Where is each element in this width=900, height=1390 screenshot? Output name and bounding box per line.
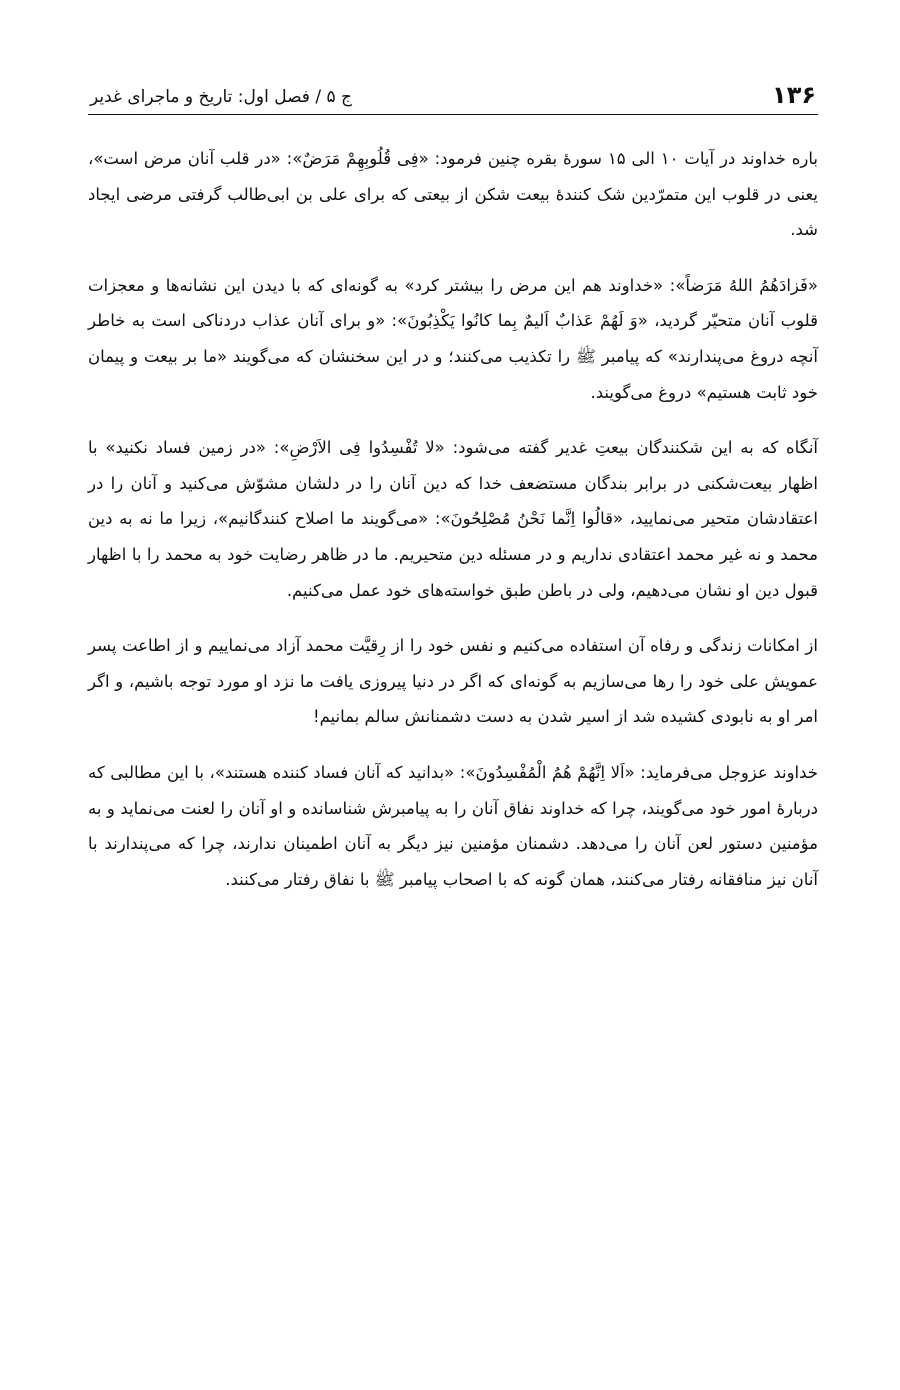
page-header [88,62,818,115]
page-body [88,141,818,897]
book-page [88,62,818,1342]
paragraph: از امکانات زندگی و رفاه آن استفاده می‌کنیم و نفس خود را از رِقیَّت محمد آزاد می‌نماییم و از اطاعت پسر عمویش علی خود را رها می‌سازیم به گونه‌ای که اگر در دنیا پیروزی یافت ما نزد او مورد توجه باشیم، و اگر امر او به نابودی کشیده شد از اسیر شدن به دست دشمنانش سالم بمانیم! [88,636,818,727]
page-number: ۱۳۶ [772,81,816,109]
paragraph: «فَزادَهُمُ اللهُ مَرَضاً»: «خداوند هم این مرض را بیشتر کرد» به گونه‌ای که با دیدن این نشانه‌ها و معجزات قلوب آنان متحیّر گردید، «وَ لَهُمْ عَذابٌ اَلیمٌ بِما کانُوا یَکْذِبُونَ»: «و برای آنان عذاب دردناکی است به خاطر آنچه دروغ می‌پندارند» که پیامبر ﷺ را تکذیب می‌کنند؛ و در این سخنشان که می‌گویند «ما بر بیعت و پیمان خود ثابت هستیم» دروغ می‌گویند. [88,275,818,402]
paragraph: خداوند عزوجل می‌فرماید: «اَلا اِنَّهُمْ هُمُ الْمُفْسِدُونَ»: «بدانید که آنان فساد کننده هستند»، با این مطالبی که دربارهٔ امور خود می‌گویند، چرا که خداوند نفاق آنان را به پیامبرش شناسانده و او آنان را لعنت می‌نماید و به مؤمنین دستور لعن آنان را می‌دهد. دشمنان مؤمنین نیز دیگر به آنان اطمینان ندارند، چرا که می‌پندارند با آنان نیز منافقانه رفتار می‌کنند، همان گونه که با اصحاب پیامبر ﷺ با نفاق رفتار می‌کنند. [88,762,818,889]
paragraph: آنگاه که به این شکنندگان بیعتِ غدیر گفته می‌شود: «لا تُفْسِدُوا فِی الاَرْضِ»: «در زمین فساد نکنید» با اظهار بیعت‌شکنی در برابر بندگان مستضعف خدا که دین آنان را در دلشان مشوّش می‌کنید و آنان را در اعتقادشان متحیر می‌نمایید، «قالُوا اِنَّما نَحْنُ مُصْلِحُونَ»: «می‌گویند ما اصلاح کنندگانیم»، زیرا ما نه به دین محمد و نه غیر محمد اعتقادی نداریم و در مسئله دین متحیریم. ما در ظاهر رضایت خود به محمد را با اظهار قبول دین او نشان می‌دهیم، ولی در باطن طبق خواسته‌های خود عمل می‌کنیم. [88,438,818,600]
paragraph: باره خداوند در آیات ۱۰ الی ۱۵ سورهٔ بقره چنین فرمود: «فِی قُلُوبِهِمْ مَرَضٌ»: «در قلب آنان مرض است»، یعنی در قلوب این متمرّدین شک کنندهٔ بیعت شکن از بیعتی که برای علی بن ابی‌طالب گرفتی مرضی ایجاد شد. [88,149,818,240]
running-head: ج ۵ / فصل اول: تاریخ و ماجرای غدیر [90,87,353,107]
